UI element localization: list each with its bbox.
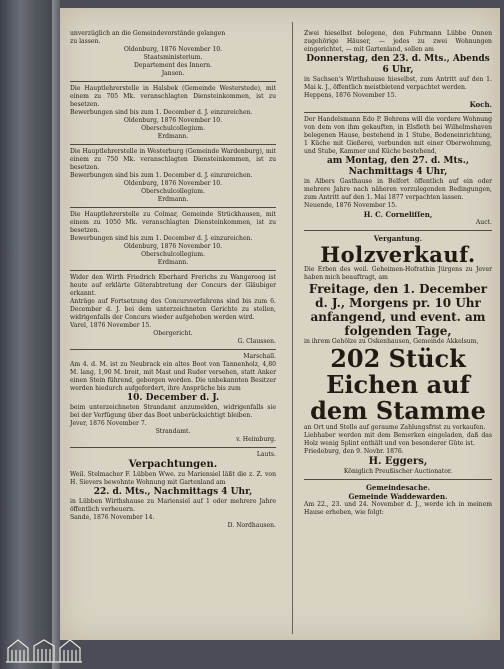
page-edge <box>52 0 60 669</box>
ad-2-sign-title: Auct. <box>475 219 492 226</box>
notice-1-sign: Jansen. <box>161 70 185 77</box>
ad-4-subtitle: Gemeinde Waddewarden. <box>348 492 448 501</box>
notice-7-sign: D. Nordhausen. <box>227 522 276 529</box>
divider-rule <box>70 207 276 208</box>
notice-3-org: Oberschulcollegium. <box>141 188 205 195</box>
ad-3-sign-title: Königlich Preußischer Auctionator. <box>343 468 453 475</box>
ad-1-date: Heppens, 1876 November 15. <box>304 92 397 99</box>
ad-3-text-3: an Ort und Stelle auf geraume Zahlungsfrist zu verkaufen. <box>304 424 486 431</box>
notice-6-date: Jever, 1876 November 7. <box>70 420 147 427</box>
divider-rule <box>70 447 276 448</box>
ad-1-text: Zwei hieselbst belegene, den Fuhrmann Lübbe Onnen zugehörige Häuser, — jedes zu zwei Wohnungen eingerichtet, — mit Gartenland, sollen am <box>304 30 492 53</box>
book-spine <box>0 0 58 669</box>
notice-1-text-2: zu lassen. <box>70 38 101 45</box>
divider-rule <box>70 81 276 82</box>
notice-1-org-2: Departement des Innern. <box>134 62 212 69</box>
notice-6-org: Strandamt. <box>155 428 191 435</box>
notice-7-text: Weil. Stelmacher F. Lübben Wwe. zu Mariensiel läßt die z. Z. von H. Sievers bewohnte Wohnung mit Gartenland am <box>70 471 276 486</box>
notice-2-org: Oberschulcollegium. <box>141 125 205 132</box>
notice-1-date: Oldenburg, 1876 November 10. <box>123 46 223 53</box>
divider-rule <box>304 112 492 113</box>
ad-3-header: Vergantung. <box>373 234 423 243</box>
notice-7-date-big: 22. d. Mts., Nachmittags 4 Uhr, <box>93 487 253 497</box>
notice-6-header: Marschall. <box>243 353 276 360</box>
ad-3-sign: H. Eggers, <box>368 456 428 467</box>
ad-3-date-big: Freitage, den 1. December d. J., Morgens pr. 10 Uhr anfangend, und event. am folgenden Tage, <box>308 282 488 338</box>
notice-5-sign: G. Claussen. <box>237 338 276 345</box>
ad-1-text-2: in Sachsen's Wirthshause hieselbst, zum Antritt auf den 1. Mai k. J., öffentlich meistbietend verpachtet werden. <box>304 76 492 91</box>
notice-6-date-big: 10. December d. J. <box>126 393 220 403</box>
notice-1-org: Staatsministerium. <box>143 54 203 61</box>
notice-4-deadline: Bewerbungen sind bis zum 1. December d. J. einzureichen. <box>70 235 253 242</box>
notice-7-title: Verpachtungen. <box>128 459 218 470</box>
ad-2-text: Der Handelsmann Edo P. Behrens will die vordere Wohnung von dem von ihm gekauften, in Elsfleth bei Wilhelmshaven belegenen Hause, bestehend in 1 Stube, Bodeneinrichtung, 1 Küche mit Gießerei, verbunden mit einer Oberwohnung, und Stube, Kammer und Küche bestehend, <box>304 116 492 155</box>
notice-3-deadline: Bewerbungen sind bis zum 1. December d. J. einzureichen. <box>70 172 253 179</box>
notice-5-org: Obergericht. <box>153 330 193 337</box>
notice-6-text-2: beim unterzeichneten Strandamt anzumelden, widrigenfalls sie bei der Verfügung über das Boot unberücksichtigt bleiben. <box>70 404 276 419</box>
notice-5-text: Wider den Wirth Friedrich Eberhard Frerichs zu Wangeroog ist heute auf erklärte Güterabtretung der Concurs der Gläubiger erkannt. <box>70 274 276 297</box>
notice-6-sign: v. Heimburg. <box>236 436 276 443</box>
library-logo-icon <box>4 636 84 664</box>
divider-rule <box>304 479 492 480</box>
ad-3-text: Die Erben des weil. Geheimen-Hofrathin Jürgens zu Jever haben mich beauftragt, am <box>304 266 492 281</box>
ad-3-headline: 202 Stück Eichen auf dem Stamme <box>310 344 486 425</box>
ad-3-title: Holzverkauf. <box>320 242 476 267</box>
notice-2-text: Die Hauptlehrerstelle in Halsbek (Gemeinde Westerstede), mit einem zu 705 Mk. veranschlagten Diensteinkommen, ist zu besetzen. <box>70 85 276 108</box>
left-column <box>70 30 276 530</box>
ad-1-sign: Koch. <box>469 100 492 109</box>
divider-rule <box>304 230 492 231</box>
notice-3-sign: Erdmann. <box>157 196 189 203</box>
notice-2-date: Oldenburg, 1876 November 10. <box>123 117 223 124</box>
ad-3-text-2: in ihrem Gehölze zu Oskenhausen, Gemeinde Akkelsum, <box>304 338 479 345</box>
column-divider <box>292 22 293 634</box>
notice-5-text-2: Anträge auf Fortsetzung des Concursverfahrens sind bis zum 6. December d. J. bei dem unterzeichneten Gerichte zu stellen, widrigenfalls der Concurs wieder aufgehoben werden wird. <box>70 298 276 321</box>
notice-4-sign: Erdmann. <box>157 259 189 266</box>
ad-2-sign: H. C. Corneliſſen, <box>363 210 433 219</box>
notice-5-date: Varel, 1876 November 15. <box>70 322 152 329</box>
ad-2-date-big: am Montag, den 27. d. Mts., Nachmittags 4 Uhr, <box>326 156 470 177</box>
ad-2-text-2: in Albers Gasthause in Belfort öffentlich auf ein oder mehrere Jahre nach näheren vorzulegenden Bedingungen, zum Antritt auf den 1. Mai 1877 verpachten lassen. <box>304 178 492 201</box>
notice-7-text-2: in Lübben Wirthshause zu Mariensiel auf 1 oder mehrere Jahre öffentlich verheuern. <box>70 498 276 513</box>
notice-1-text: unverzüglich an die Gemeindevorstände gelangen <box>70 30 226 37</box>
ad-3-date: Friedeburg, den 9. Novbr. 1876. <box>304 448 404 455</box>
divider-rule <box>70 349 276 350</box>
divider-rule <box>70 270 276 271</box>
notice-7-date: Sande, 1876 November 14. <box>70 514 155 521</box>
notice-4-date: Oldenburg, 1876 November 10. <box>123 243 223 250</box>
divider-rule <box>70 144 276 145</box>
ad-2-date: Neuende, 1876 November 15. <box>304 202 398 209</box>
ad-4-text: Am 22., 23. und 24. November d. J., werde ich in meinem Hause erheben, wie folgt: <box>304 501 492 516</box>
notice-4-org: Oberschulcollegium. <box>141 251 205 258</box>
notice-7-header: Lauts. <box>256 451 276 458</box>
notice-2-deadline: Bewerbungen sind bis zum 1. December d. J. einzureichen. <box>70 109 253 116</box>
notice-3-date: Oldenburg, 1876 November 10. <box>123 180 223 187</box>
notice-6-text: Am 4. d. M. ist zu Neubrack ein altes Boot von Tannenholz, 4,80 M. lang, 1,90 M. breit, mit Mast und Ruder versehen, statt Anker einen Stein führend, geborgen worden. Die unbekannten Besitzer werden hiedurch aufgefordert, ihre Ansprüche bis zum <box>70 361 276 392</box>
ad-3-text-4: Liebhaber werden mit dem Bemerken eingeladen, daß das Holz wenig Splint enthält und von besonderer Güte ist. <box>304 432 492 447</box>
right-column <box>304 30 492 517</box>
notice-2-sign: Erdmann. <box>157 133 189 140</box>
notice-4-text: Die Hauptlehrerstelle zu Colmar, Gemeinde Strückhausen, mit einem zu 1050 Mk. veranschlagten Diensteinkommen, ist zu besetzen. <box>70 211 276 234</box>
ad-4-title: Gemeindesache. <box>365 483 431 492</box>
newspaper-page <box>60 8 500 640</box>
ad-1-date-big: Donnerstag, den 23. d. Mts., Abends 6 Uhr, <box>306 54 490 75</box>
notice-3-text: Die Hauptlehrerstelle in Westerburg (Gemeinde Wardenburg), mit einem zu 750 Mk. veranschlagten Diensteinkommen, ist zu besetzen. <box>70 148 276 171</box>
